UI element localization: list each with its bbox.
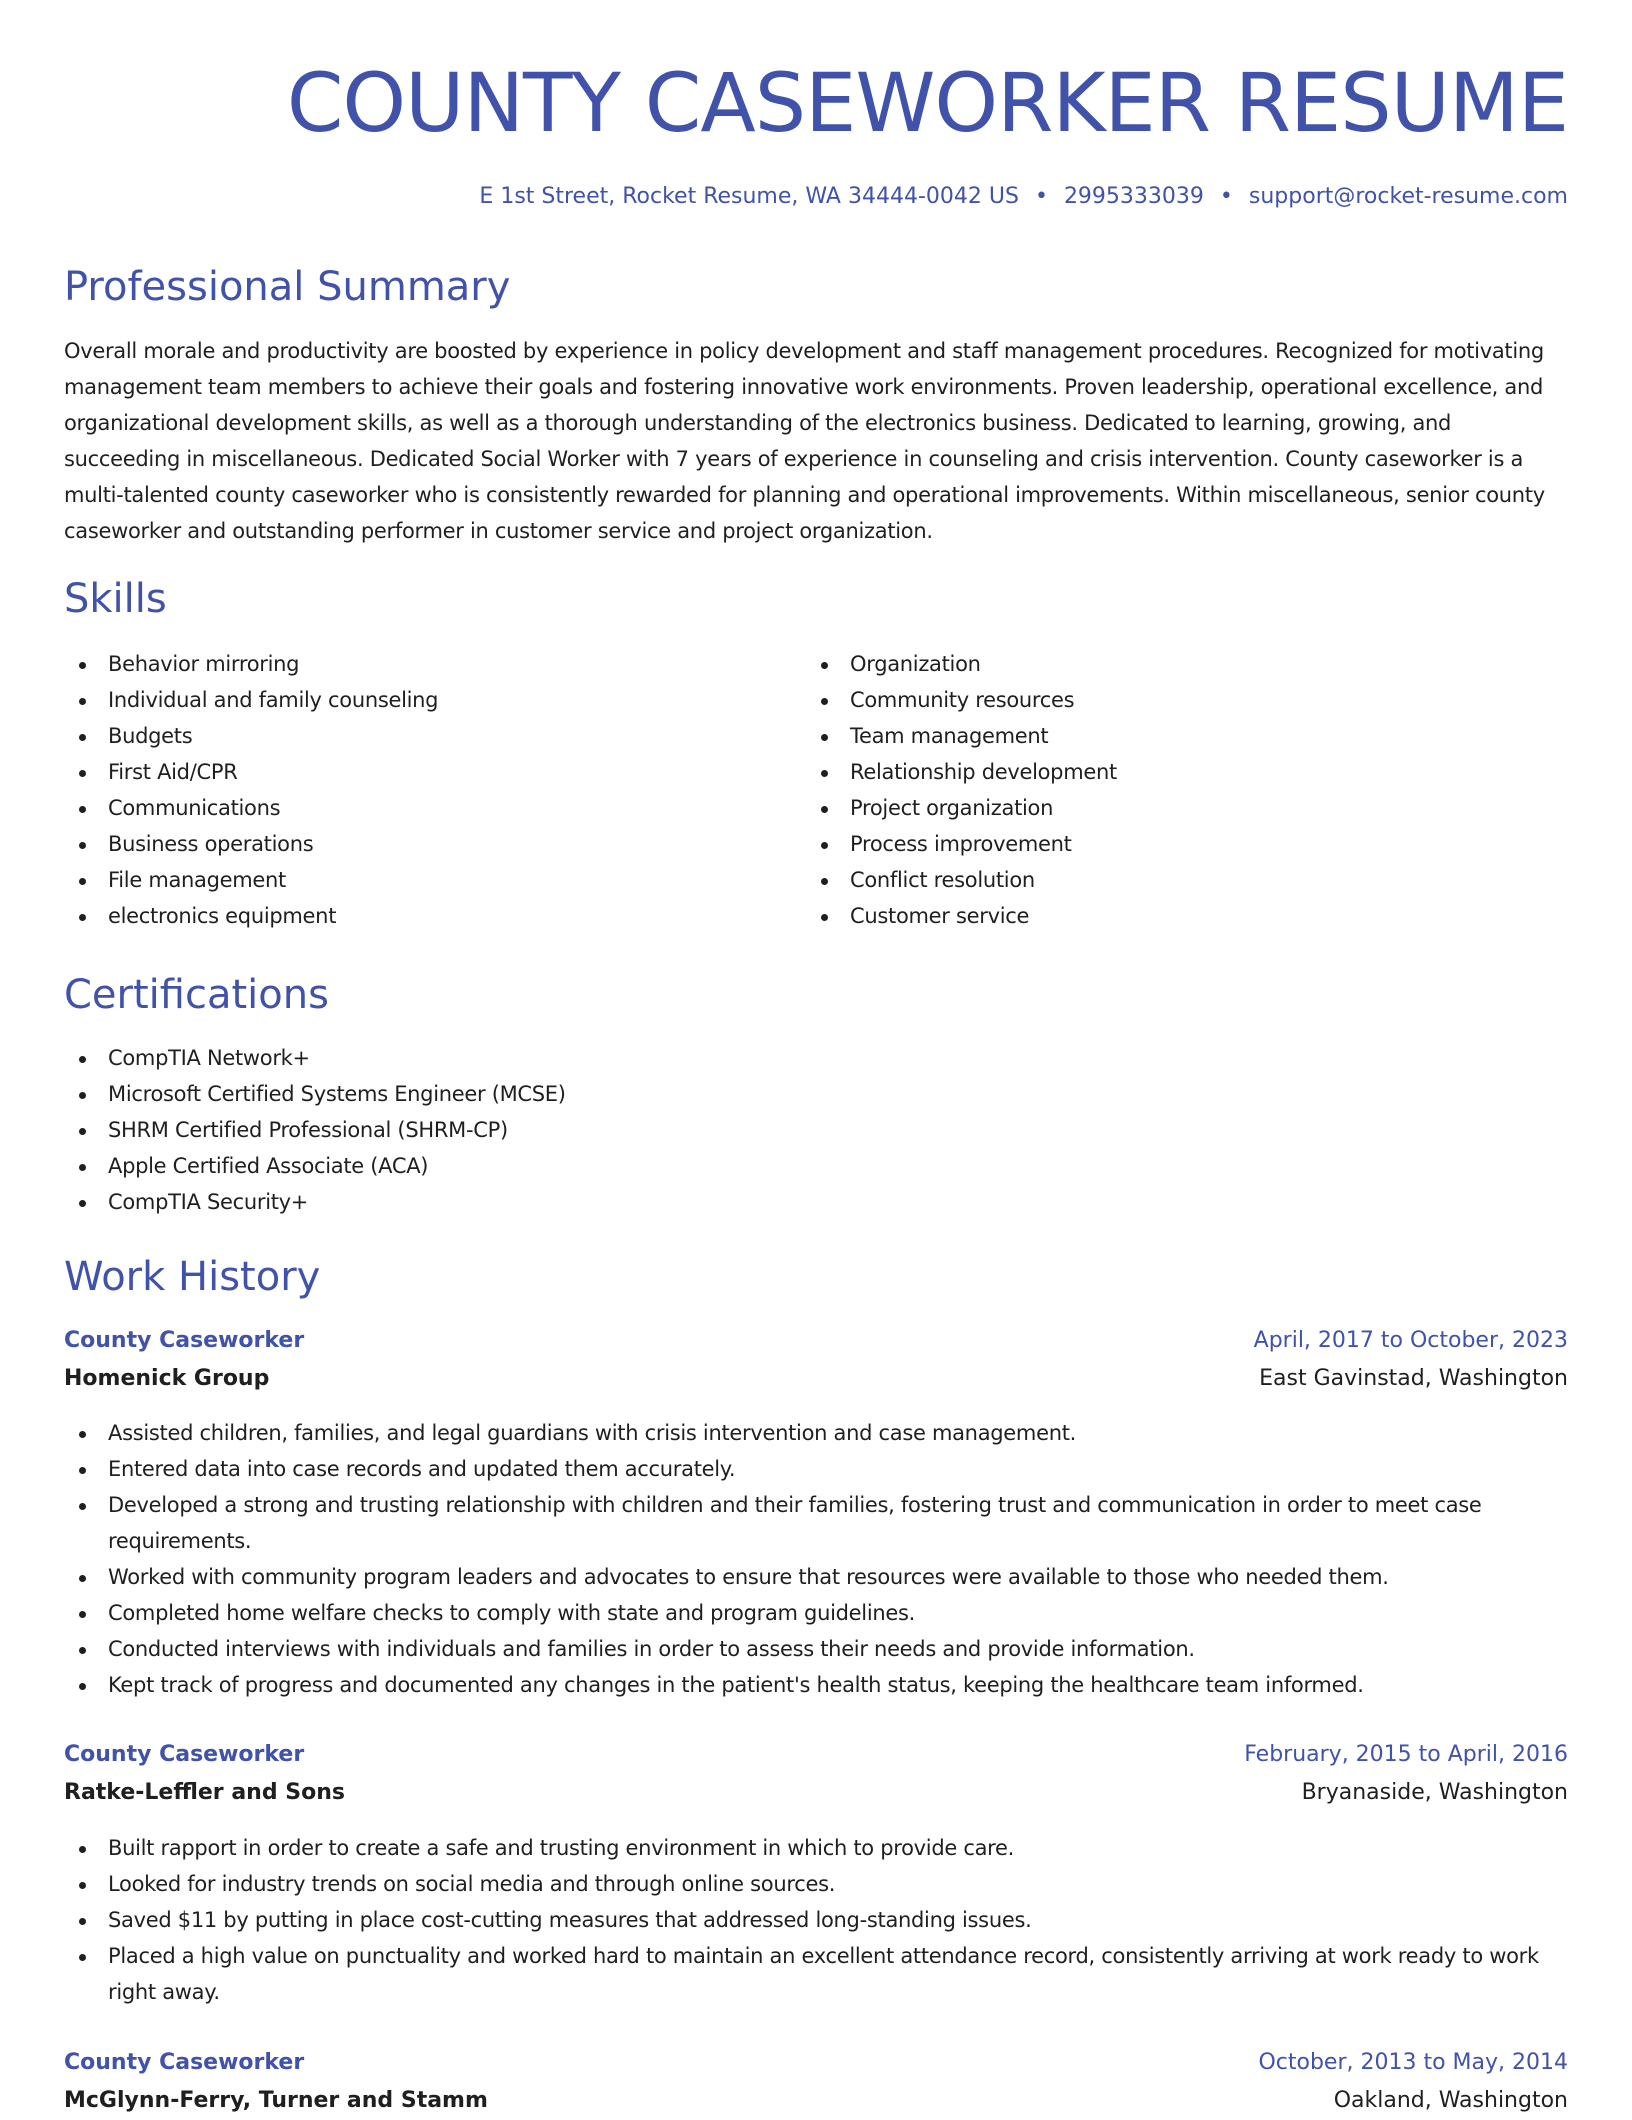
skill-item: Organization — [806, 646, 1506, 682]
job-company: McGlynn-Ferry, Turner and Stamm — [64, 2088, 488, 2113]
job-duty: Worked with community program leaders and advocates to ensure that resources were available to those who needed them. — [64, 1559, 1568, 1595]
job-location: Bryanaside, Washington — [1301, 1780, 1568, 1805]
skill-item: Project organization — [806, 790, 1506, 826]
skill-item: Business operations — [64, 826, 764, 862]
separator-dot: • — [1219, 184, 1233, 209]
email-link[interactable]: support@rocket-resume.com — [1248, 184, 1568, 209]
certification-item: CompTIA Network+ — [64, 1040, 1568, 1076]
skills-list-left — [64, 646, 764, 934]
skill-item: Process improvement — [806, 826, 1506, 862]
job-company: Homenick Group — [64, 1366, 270, 1391]
job-location: Oakland, Washington — [1333, 2088, 1568, 2113]
job-header — [64, 1736, 1568, 1812]
job-header — [64, 1322, 1568, 1398]
job-title: County Caseworker — [64, 2050, 305, 2075]
skill-item: Communications — [64, 790, 764, 826]
work-history-heading: Work History — [64, 1254, 321, 1300]
phone-text: 2995333039 — [1063, 184, 1204, 209]
certification-item: CompTIA Security+ — [64, 1184, 1568, 1220]
certification-item: Apple Certified Associate (ACA) — [64, 1148, 1568, 1184]
contact-line — [479, 180, 1568, 214]
summary-text: Overall morale and productivity are boosted by experience in policy development and staff management procedures. Recognized for motivating management team members to achieve their goals and fostering innovative work environments. Proven leadership, operational excellence, and organizational development skills, as well as a thorough understanding of the electronics business. Dedicated to learning, growing, and succeeding in miscellaneous. Dedicated Social Worker with 7 years of experience in counseling and crisis intervention. County caseworker is a multi-talented county caseworker who is consistently rewarded for planning and operational improvements. Within miscellaneous, senior county caseworker and outstanding performer in customer service and project organization. — [64, 339, 1545, 543]
job-title: County Caseworker — [64, 1742, 305, 1767]
skill-item: File management — [64, 862, 764, 898]
skill-item: Relationship development — [806, 754, 1506, 790]
skill-item: First Aid/CPR — [64, 754, 764, 790]
job-duty: Placed a high value on punctuality and worked hard to maintain an excellent attendance record, consistently arriving at work ready to work right away. — [64, 1938, 1568, 2010]
skill-item: Budgets — [64, 718, 764, 754]
certifications-list — [64, 1040, 1568, 1220]
job-company: Ratke-Leffler and Sons — [64, 1780, 345, 1805]
skill-item: Team management — [806, 718, 1506, 754]
skill-item: Community resources — [806, 682, 1506, 718]
job-dates: October, 2013 to May, 2014 — [1258, 2050, 1568, 2075]
skill-item: Individual and family counseling — [64, 682, 764, 718]
skills-heading: Skills — [64, 576, 167, 622]
resume-title: COUNTY CASEWORKER RESUME — [286, 57, 1568, 151]
skill-item: Customer service — [806, 898, 1506, 934]
job-duties-list — [64, 1830, 1568, 2010]
job-dates: February, 2015 to April, 2016 — [1244, 1742, 1568, 1767]
skill-item: Conflict resolution — [806, 862, 1506, 898]
job-duty: Built rapport in order to create a safe and trusting environment in which to provide care. — [64, 1830, 1568, 1866]
job-duty: Conducted interviews with individuals and families in order to assess their needs and provide information. — [64, 1631, 1568, 1667]
job-duty: Developed a strong and trusting relationship with children and their families, fostering trust and communication in order to meet case requirements. — [64, 1487, 1568, 1559]
separator-dot: • — [1034, 184, 1048, 209]
skill-item: Behavior mirroring — [64, 646, 764, 682]
job-header — [64, 2044, 1568, 2120]
job-duty: Kept track of progress and documented any changes in the patient's health status, keeping the healthcare team informed. — [64, 1667, 1568, 1703]
job-duty: Assisted children, families, and legal guardians with crisis intervention and case management. — [64, 1415, 1568, 1451]
summary-heading: Professional Summary — [64, 264, 511, 310]
address-text: E 1st Street, Rocket Resume, WA 34444-0042 US — [479, 184, 1019, 209]
job-location: East Gavinstad, Washington — [1259, 1366, 1568, 1391]
certifications-heading: Certifications — [64, 972, 329, 1018]
job-duty: Saved $11 by putting in place cost-cutting measures that addressed long-standing issues. — [64, 1902, 1568, 1938]
job-dates: April, 2017 to October, 2023 — [1253, 1328, 1568, 1353]
job-duty: Completed home welfare checks to comply with state and program guidelines. — [64, 1595, 1568, 1631]
certification-item: SHRM Certified Professional (SHRM-CP) — [64, 1112, 1568, 1148]
job-duty: Looked for industry trends on social media and through online sources. — [64, 1866, 1568, 1902]
skill-item: electronics equipment — [64, 898, 764, 934]
job-duties-list — [64, 1415, 1568, 1703]
job-duty: Entered data into case records and updated them accurately. — [64, 1451, 1568, 1487]
job-title: County Caseworker — [64, 1328, 305, 1353]
certification-item: Microsoft Certified Systems Engineer (MCSE) — [64, 1076, 1568, 1112]
skills-list-right — [806, 646, 1506, 934]
